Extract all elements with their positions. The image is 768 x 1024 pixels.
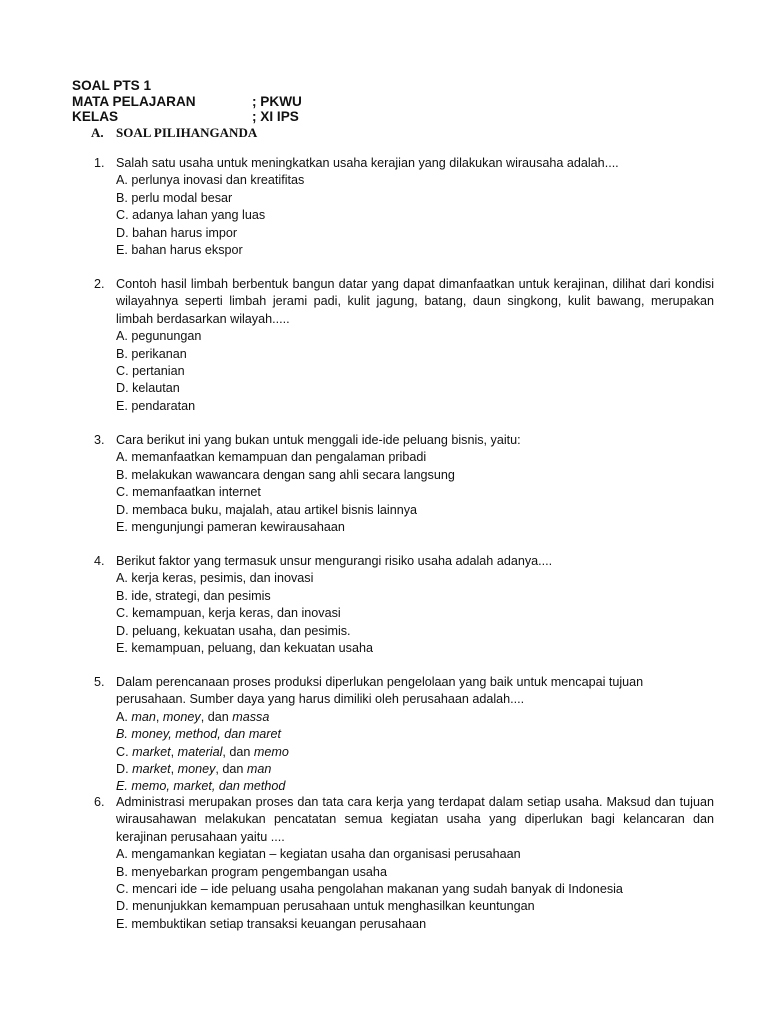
question-3 — [94, 432, 714, 536]
question-5 — [94, 674, 714, 796]
option-d: D. menunjukkan kemampuan perusahaan untuk menghasilkan keuntungan — [116, 899, 535, 914]
option-a: A. kerja keras, pesimis, dan inovasi — [116, 571, 314, 586]
question-number: 4. — [94, 554, 105, 568]
question-number: 2. — [94, 277, 105, 291]
question-text: Contoh hasil limbah berbentuk bangun datar yang dapat dimanfaatkan untuk kerajinan, dilihat dari kondisi wilayahnya seperti limbah jerami padi, kulit jagung, batang, daun singkong, kulit bawang, merupakan limbah berdasarkan wilayah..... — [116, 277, 714, 326]
question-4 — [94, 553, 714, 657]
section-title: SOAL PILIHANGANDA — [116, 125, 258, 140]
question-text: Cara berikut ini yang bukan untuk menggali ide-ide peluang bisnis, yaitu: — [116, 433, 521, 447]
class-value: ; XI IPS — [252, 109, 299, 124]
option-d: D. bahan harus impor — [116, 225, 238, 240]
exam-title — [72, 78, 302, 94]
class-label: KELAS — [72, 109, 119, 124]
option-a: A. pegunungan — [116, 329, 202, 344]
section-letter: A. — [91, 125, 104, 140]
option-e: E. memo, market, dan method — [116, 779, 286, 794]
option-a: A. man, money, dan massa — [116, 709, 270, 724]
question-number: 3. — [94, 433, 105, 447]
section-heading — [91, 125, 257, 141]
option-c: C. memanfaatkan internet — [116, 485, 261, 500]
question-text: Salah satu usaha untuk meningkatkan usaha kerajian yang dilakukan wirausaha adalah.... — [116, 156, 619, 170]
option-c: C. mencari ide – ide peluang usaha pengolahan makanan yang sudah banyak di Indonesia — [116, 882, 623, 897]
subject-label: MATA PELAJARAN — [72, 93, 196, 109]
option-a: A. memanfaatkan kemampuan dan pengalaman pribadi — [116, 450, 427, 465]
option-a: A. mengamankan kegiatan – kegiatan usaha dan organisasi perusahaan — [116, 847, 521, 862]
subject-value: ; PKWU — [252, 93, 302, 109]
option-e: E. pendaratan — [116, 398, 196, 413]
option-e: E. bahan harus ekspor — [116, 243, 243, 258]
option-c: C. pertanian — [116, 364, 185, 379]
option-b: B. money, method, dan maret — [116, 727, 282, 742]
exam-title-text: SOAL PTS 1 — [72, 78, 152, 93]
option-e: E. mengunjungi pameran kewirausahaan — [116, 520, 345, 535]
question-text: Dalam perencanaan proses produksi diperlukan pengelolaan yang baik untuk mencapai tujuan perusahaan. Sumber daya yang harus dimiliki oleh perusahaan adalah.... — [116, 675, 644, 707]
option-e: E. kemampuan, peluang, dan kekuatan usaha — [116, 641, 373, 656]
option-c: C. adanya lahan yang luas — [116, 208, 266, 223]
option-d: D. peluang, kekuatan usaha, dan pesimis. — [116, 623, 351, 638]
option-b: B. perikanan — [116, 346, 187, 361]
option-a: A. perlunya inovasi dan kreatifitas — [116, 173, 305, 188]
option-c: C. market, material, dan memo — [116, 744, 289, 759]
exam-header — [72, 78, 302, 125]
option-b: B. melakukan wawancara dengan sang ahli secara langsung — [116, 467, 455, 482]
option-d: D. membaca buku, majalah, atau artikel bisnis lainnya — [116, 502, 418, 517]
question-1 — [94, 155, 714, 259]
question-number: 6. — [94, 795, 105, 809]
subject-row — [72, 94, 302, 110]
class-row — [72, 109, 302, 125]
option-d: D. market, money, dan man — [116, 762, 272, 777]
question-6 — [94, 794, 714, 933]
question-number: 1. — [94, 156, 105, 170]
option-b: B. menyebarkan program pengembangan usaha — [116, 864, 387, 879]
question-text: Berikut faktor yang termasuk unsur mengurangi risiko usaha adalah adanya.... — [116, 554, 553, 568]
option-e: E. membuktikan setiap transaksi keuangan perusahaan — [116, 916, 427, 931]
option-c: C. kemampuan, kerja keras, dan inovasi — [116, 606, 341, 621]
question-number: 5. — [94, 675, 105, 689]
question-text: Administrasi merupakan proses dan tata cara kerja yang terdapat dalam setiap usaha. Maksud dan tujuan wirausahawan melakukan pencatatan semua kegiatan usaha yang diperlukan bagi kelancaran dan kerajinan perusahaan yaitu .... — [116, 795, 714, 844]
option-b: B. perlu modal besar — [116, 190, 233, 205]
option-d: D. kelautan — [116, 381, 180, 396]
option-b: B. ide, strategi, dan pesimis — [116, 588, 271, 603]
question-2 — [94, 276, 714, 415]
